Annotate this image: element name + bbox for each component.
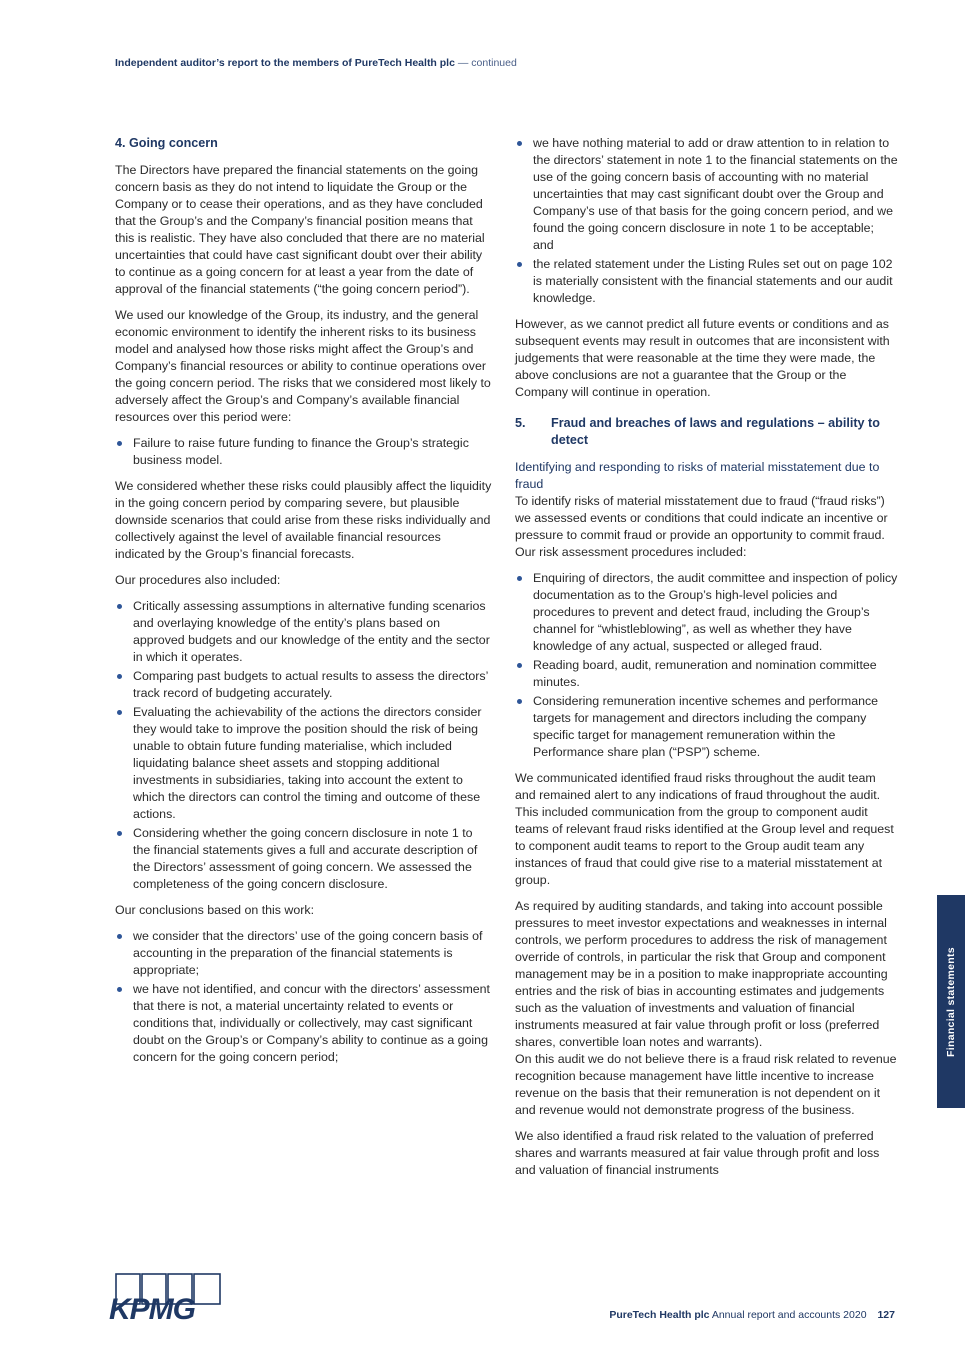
list-item: Critically assessing assumptions in alternative funding scenarios and overlaying knowledge of the entity’s plans based on approved budgets and our knowledge of the entity and the sector in which it operates. [115, 598, 493, 666]
logo-box [194, 1274, 220, 1304]
kpmg-logo [108, 1273, 226, 1323]
right-column [515, 135, 898, 1188]
fraud-procedures-list [515, 570, 898, 761]
paragraph: However, as we cannot predict all future events or conditions and as subsequent events may result in outcomes that are inconsistent with judgements that were reasonable at the time they were made, the above conclusions are not a guarantee that the Group or the Company will continue in operation. [515, 317, 890, 399]
header-title: Independent auditor’s report to the members of PureTech Health plc [115, 57, 455, 69]
list-item: Comparing past budgets to actual results to assess the directors’ track record of budgeting accurately. [115, 668, 493, 702]
list-item: Enquiring of directors, the audit committee and inspection of policy documentation as to the Group’s high-level policies and procedures to prevent and detect fraud, including the Group’s channel for “whistleblowing”, as well as whether they have knowledge of any actual, suspected or alleged fraud. [515, 570, 898, 655]
side-tab-label: Financial statements [945, 946, 957, 1057]
paragraph: Our procedures also included: [115, 573, 281, 587]
paragraph: On this audit we do not believe there is a fraud risk related to revenue recognition because management have little incentive to increase revenue on the basis that their remuneration is not dependent on it and revenue would not demonstrate progress of the business. [515, 1052, 897, 1117]
list-item: we have not identified, and concur with the directors’ assessment that there is not, a material uncertainty related to events or conditions that, individually or collectively, may cast significant doubt on the Group’s or Company’s ability to continue as a going concern for the going concern period; [115, 981, 493, 1066]
paragraph: To identify risks of material misstatement due to fraud (“fraud risks”) we assessed events or conditions that could indicate an incentive or pressure to commit fraud or provide an opportunity to commit fraud. Our risk assessment procedures included: [515, 494, 888, 559]
list-item: Failure to raise future funding to finance the Group’s strategic business model. [115, 435, 493, 469]
list-item: Considering remuneration incentive schemes and performance targets for management and directors including the company specific target for management remuneration within the Performance share plan (“PSP”) scheme. [515, 693, 898, 761]
list-item: we have nothing material to add or draw attention to in relation to the directors’ statement in note 1 to the financial statements on the use of the going concern basis of accounting with no material uncertainties that may cast significant doubt over the Group and Company’s use of that basis for the going concern period, and we found the going concern disclosure in note 1 to be acceptable; and [515, 135, 898, 254]
risk-list [115, 435, 493, 469]
section-heading-going-concern: 4. Going concern [115, 136, 218, 150]
conclusions-list-continued [515, 135, 898, 307]
header-continued: — continued [457, 57, 517, 69]
section-heading-fraud [515, 415, 898, 449]
paragraph: We used our knowledge of the Group, its industry, and the general economic environment to identify the inherent risks to its business model and analysed how those risks might affect the Group’s and Company’s financial resources or ability to continue operations over the going concern period. The risks that we considered most likely to adversely affect the Group’s and Company’s available financial resources over this period were: [115, 308, 491, 424]
section-title: Fraud and breaches of laws and regulations – ability to detect [551, 416, 880, 447]
section-number: 5. [515, 416, 526, 430]
page-number: 127 [877, 1309, 895, 1321]
list-item: Reading board, audit, remuneration and nomination committee minutes. [515, 657, 898, 691]
paragraph: We communicated identified fraud risks throughout the audit team and remained alert to any indications of fraud throughout the audit. This included communication from the group to component audit teams of relevant fraud risks identified at the Group level and request to component audit teams to report to the Group audit team any instances of fraud that could give rise to a material misstatement at group. [515, 771, 894, 887]
logo-text: KPMG [109, 1293, 195, 1323]
paragraph: Our conclusions based on this work: [115, 903, 315, 917]
paragraph: We considered whether these risks could plausibly affect the liquidity in the going concern period by comparing severe, but plausible downside scenarios that could arise from these risks individually and collectively against the level of available financial resources indicated by the Group’s financial forecasts. [115, 479, 492, 561]
conclusions-list [115, 928, 493, 1066]
running-header [115, 57, 517, 69]
list-item: Evaluating the achievability of the actions the directors consider they would take to improve the position should the risk of being unable to obtain future funding materialise, which included liquidating balance sheet assets and stopping additional investments in subsidiaries, taking into account the extent to which the directors can control the timing and outcome of these actions. [115, 704, 493, 823]
list-item: we consider that the directors’ use of the going concern basis of accounting in the preparation of the financial statements is appropriate; [115, 928, 493, 979]
page-footer [609, 1309, 895, 1321]
section-side-tab [937, 895, 965, 1108]
paragraph: We also identified a fraud risk related to the valuation of preferred shares and warrants measured at fair value through profit and loss and valuation of financial instruments [515, 1129, 880, 1177]
footer-company: PureTech Health plc [609, 1309, 710, 1321]
left-column [115, 135, 493, 1075]
paragraph: The Directors have prepared the financial statements on the going concern basis as they do not intend to liquidate the Group or the Company or to cease their operations, and as they have concluded that the Group’s and the Company’s financial position means that this is realistic. They have also concluded that there are no material uncertainties that could have cast significant doubt over their ability to continue as a going concern for at least a year from the date of approval of the financial statements (“the going concern period”). [115, 163, 485, 296]
procedures-list [115, 598, 493, 893]
paragraph: As required by auditing standards, and taking into account possible pressures to meet investor expectations and weaknesses in internal controls, we perform procedures to address the risk of management override of controls, in particular the risk that Group and component management may be in a position to make inappropriate accounting entries and the risk of bias in accounting estimates and judgements such as the valuation of investments and valuation of financial instruments measured at fair value through profit or loss (preferred shares, convertible loan notes and warrants). [515, 899, 888, 1049]
list-item: Considering whether the going concern disclosure in note 1 to the financial statements gives a full and accurate description of the Directors’ assessment of going concern. We assessed the completeness of the going concern disclosure. [115, 825, 493, 893]
footer-report: Annual report and accounts 2020 [711, 1309, 867, 1321]
list-item: the related statement under the Listing Rules set out on page 102 is materially consistent with the financial statements and our audit knowledge. [515, 256, 898, 307]
subheading: Identifying and responding to risks of material misstatement due to fraud [515, 460, 880, 491]
